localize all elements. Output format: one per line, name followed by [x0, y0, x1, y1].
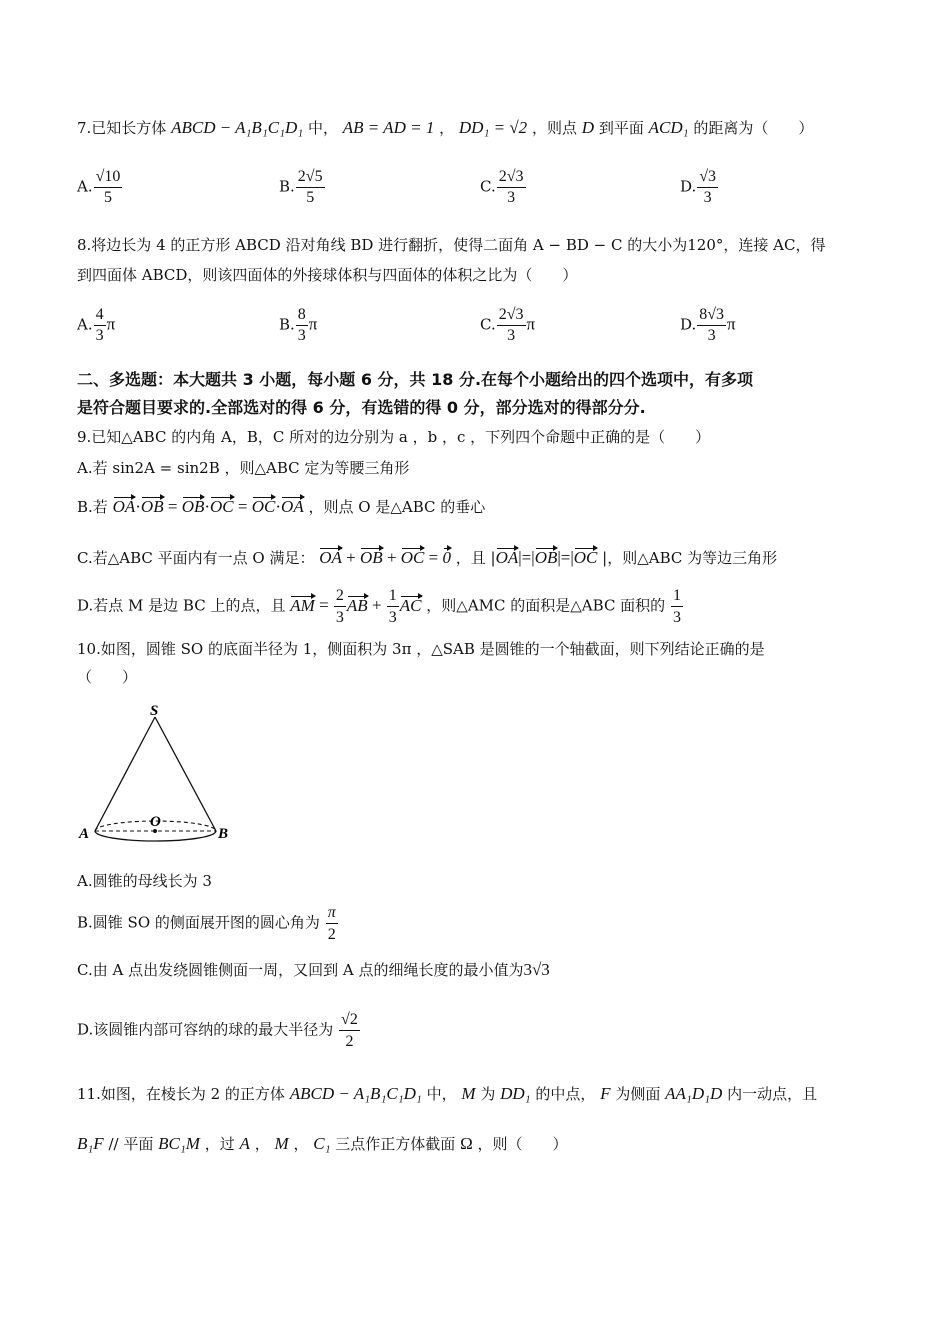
cone-figure	[70, 695, 240, 855]
section2-line1: 二、多选题：本大题共 3 小题，每小题 6 分，共 18 分.在每个小题给出的四个选项中，有多项	[77, 370, 754, 389]
q7-option-a: A. $\frac{√10}{5}$	[77, 168, 121, 206]
q7-stem: 7.已知长方体 ABCD − A₁B₁C₁D₁ 中， AB = AD = 1 ， DD₁ = √2 ，则点 D 到平面 ACD₁ 的距离为（ ）	[77, 118, 814, 137]
q9-option-b: B.若 OA·OB = OB·OC = OC·OA ，则点 O 是△ABC 的垂心	[77, 497, 486, 516]
q10-option-d: D.该圆锥内部可容纳的球的最大半径为 $\frac{√2}{2}$	[77, 1011, 358, 1051]
q9-option-d: D.若点 M 是边 BC 上的点，且 AM = $\frac{2}{3}$ AB + $\frac{1}{3}$ AC ，则△AMC 的面积是△ABC 面积的 $\frac{1}{3}$	[77, 587, 681, 627]
q7-option-c: C. $\frac{2√3}{3}$	[480, 168, 524, 206]
q10-option-b: B.圆锥 SO 的侧面展开图的圆心角为 $\frac{\pi}{2}$	[77, 904, 336, 944]
cone-edge-sb	[155, 717, 216, 831]
label-s: S	[150, 703, 159, 719]
q9-stem: 9.已知△ABC 的内角 A，B，C 所对的边分别为 a ，b ，c ，下列四个命题中正确的是（ ）	[77, 428, 711, 446]
q9-option-a: A.若 sin2A = sin2B ，则△ABC 定为等腰三角形	[77, 459, 410, 477]
q10-line2: （ ）	[77, 668, 138, 686]
q8-line2: 到四面体 ABCD，则该四面体的外接球体积与四面体的体积之比为（ ）	[77, 266, 578, 284]
q8-option-a: A. $\frac{4}{3}$ π	[77, 306, 116, 344]
label-b: B	[218, 826, 229, 842]
q8-line1: 8.将边长为 4 的正方形 ABCD 沿对角线 BD 进行翻折，使得二面角 A − BD − C 的大小为120°，连接 AC，得	[77, 236, 826, 254]
q10-line1: 10.如图，圆锥 SO 的底面半径为 1，侧面积为 3π ，△SAB 是圆锥的一个轴截面，则下列结论正确的是	[77, 640, 765, 658]
q7-option-b: B. $\frac{2√5}{5}$	[279, 168, 323, 206]
q10-option-c: C.由 A 点出发绕圆锥侧面一周，又回到 A 点的细绳长度的最小值为3√3	[77, 960, 550, 979]
section2-line2: 是符合题目要求的.全部选对的得 6 分，有选错的得 0 分，部分选对的得部分分.	[77, 398, 646, 417]
q11-line2: B₁F // 平面 BC₁M ，过 A ， M ， C₁ 三点作正方体截面 Ω ，则（ ）	[77, 1134, 568, 1153]
label-a: A	[79, 826, 90, 842]
q11-line1: 11.如图，在棱长为 2 的正方体 ABCD − A₁B₁C₁D₁ 中， M 为 DD₁ 的中点， F 为侧面 AA₁D₁D 内一动点，且	[77, 1084, 818, 1103]
q8-option-b: B. $\frac{8}{3}$ π	[279, 306, 318, 344]
q7-option-d: D. $\frac{√3}{3}$	[680, 168, 717, 206]
label-o: O	[150, 814, 161, 830]
q10-option-a: A.圆锥的母线长为 3	[77, 872, 212, 890]
q8-option-d: D. $\frac{8√3}{3}$ π	[680, 306, 736, 344]
q8-option-c: C. $\frac{2√3}{3}$ π	[480, 306, 536, 344]
cone-edge-sa	[95, 717, 155, 831]
q9-option-c: C.若△ABC 平面内有一点 O 满足： OA + OB + OC = 0 ，且 |OA|=|OB|=|OC |，则△ABC 为等边三角形	[77, 548, 778, 567]
